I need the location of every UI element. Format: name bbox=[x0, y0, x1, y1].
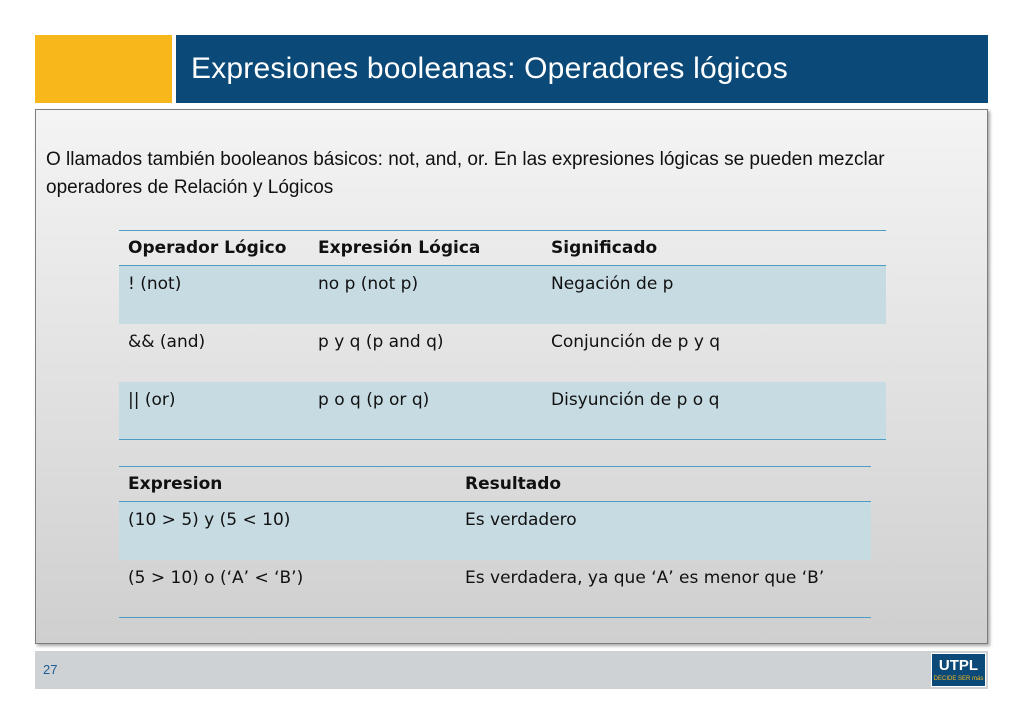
table-cell: && (and) bbox=[128, 331, 206, 352]
table-row bbox=[119, 266, 886, 324]
header-cell: Resultado bbox=[456, 467, 871, 502]
slide-title: Expresiones booleanas: Operadores lógicos bbox=[191, 52, 788, 85]
table-header-row bbox=[119, 467, 871, 502]
title-bar bbox=[176, 35, 988, 103]
table-cell: Negación de p bbox=[542, 266, 886, 324]
intro-text: O llamados también booleanos básicos: not, and, or. En las expresiones lógicas se pueden mezclar operadores de Relación y Lógicos bbox=[46, 149, 885, 198]
table-row bbox=[119, 382, 886, 440]
page-number: 27 bbox=[43, 662, 58, 677]
table-cell: no p (not p) bbox=[309, 266, 542, 324]
examples-table bbox=[119, 466, 871, 618]
footer-bar bbox=[35, 651, 988, 689]
logo-text: UTPL bbox=[938, 657, 979, 674]
table-cell: Disyunción de p o q bbox=[542, 382, 886, 440]
table-row bbox=[119, 560, 871, 618]
table-cell: Es verdadera, ya que ‘A’ es menor que ‘B’ bbox=[456, 560, 871, 618]
table-row bbox=[119, 324, 886, 382]
header-cell: Expresion bbox=[119, 467, 456, 502]
table-cell: p o q (p or q) bbox=[309, 382, 542, 440]
header-cell: Significado bbox=[542, 231, 886, 266]
table-cell: Conjunción de p y q bbox=[551, 331, 721, 352]
operators-table bbox=[119, 230, 886, 440]
content-panel bbox=[35, 109, 988, 644]
table-cell: (5 > 10) o (‘A’ < ‘B’) bbox=[119, 560, 456, 618]
table-cell: || (or) bbox=[119, 382, 309, 440]
logo-tagline: DECIDE SER más bbox=[933, 676, 984, 682]
header-cell: Expresión Lógica bbox=[309, 231, 542, 266]
table-header-row bbox=[119, 231, 886, 266]
accent-block bbox=[35, 35, 172, 103]
table-cell: p y q (p and q) bbox=[318, 331, 444, 352]
table-cell: (10 > 5) y (5 < 10) bbox=[119, 502, 456, 560]
table-row bbox=[119, 502, 871, 560]
header-cell: Operador Lógico bbox=[119, 231, 309, 266]
utpl-logo bbox=[931, 653, 986, 687]
table-cell: ! (not) bbox=[119, 266, 309, 324]
table-cell: Es verdadero bbox=[456, 502, 871, 560]
